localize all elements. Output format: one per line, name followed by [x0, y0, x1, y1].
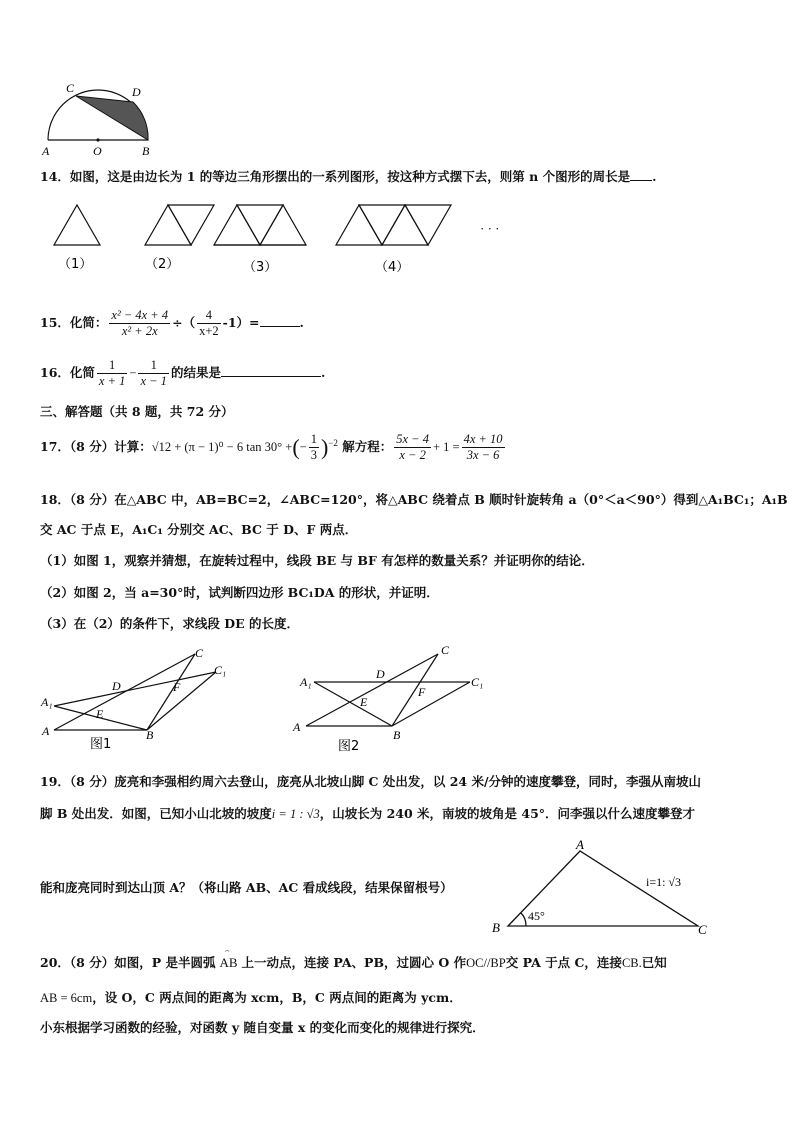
f1-F: F [173, 680, 181, 694]
q14-triangles-figure [40, 195, 520, 280]
q18-line-1: 18．（8 分）在△ABC 中，AB=BC=2，∠ABC=120°，将△ABC 绕着点 B 顺时针旋转角 a（0°＜a＜90°）得到△A₁BC₁；A₁B [40, 492, 788, 507]
q20-l2b: ，设 O，C 两点间的距离为 xcm，B，C 两点间的距离为 ycm． [92, 990, 462, 1005]
label-C: C [66, 81, 75, 95]
f1-caption: 图1 [90, 737, 112, 752]
f1-E: E [96, 707, 104, 721]
q19-label-B: B [492, 920, 500, 935]
f2-D: D [376, 667, 385, 681]
q15-fraction-2: $\frac{4}{x+2}$ [199, 308, 219, 338]
q18-line-2: 交 AC 于点 E，A₁C₁ 分别交 AC、BC 于 D、F 两点． [40, 522, 358, 537]
q20-cb: CB. [621, 956, 642, 970]
label-B: B [142, 144, 150, 158]
label-A: A [42, 144, 50, 158]
q19-l2b: ，山坡长为 240 米，南坡的坡角是 45°．问李强以什么速度攀登才 [319, 806, 696, 821]
q19-triangle-figure [488, 836, 718, 936]
q19-l2a: 脚 B 处出发．如图，已知小山北坡的坡度 [40, 806, 272, 821]
q16-fraction-1: $\frac{1}{x + 1}$ [98, 358, 126, 388]
q20-l1a: 20．（8 分）如图，P 是半圆弧 [40, 955, 216, 970]
q19-slope-label: i=1: √3 [646, 875, 682, 889]
q14-blank [630, 180, 652, 181]
q17-fraction: $\frac{1}{3}$ [310, 432, 317, 462]
q16-prefix: 16．化简 [40, 365, 95, 380]
q16-op: − [129, 366, 137, 380]
q19-label-C: C [698, 922, 707, 936]
q14-end: . [652, 169, 657, 184]
q19-slope: i = 1 : √3 [271, 807, 320, 821]
f2-F: F [418, 685, 426, 699]
q20-l1d: 已知 [641, 955, 667, 970]
q17-text: 17．（8 分）计算：√12 + (π − 1)⁰ − 6 tan 30° +(− $\frac{1}{3}$ )$^{-2}$ 解方程： $\frac{5x - 4}{x - 2}$ + 1 = $\frac{4x + 10}{3x - 6}$ [40, 432, 503, 462]
q15-fraction-1: $\frac{\text{x² − 4x + 4}}{\text{x² + 2x}}$ [111, 308, 169, 338]
q18-part-2: （2）如图 2，当 a=30°时，试判断四边形 BC₁DA 的形状，并证明． [40, 585, 439, 600]
q15-minus: -1）= [222, 315, 260, 330]
q15-text [40, 308, 304, 339]
ellipsis: · · · [480, 221, 500, 236]
f2-A: A [293, 720, 301, 734]
q19-line-1: 19．（8 分）庞亮和李强相约周六去登山，庞亮从北坡山脚 C 处出发，以 24 米/分钟的速度攀登，同时，李强从南坡山 [40, 774, 702, 789]
q15-blank [260, 326, 300, 327]
q20-oc: OC//BP [466, 956, 506, 970]
q17-right-fraction: $\frac{4x + 10}{3x - 6}$ [463, 432, 503, 462]
q18-figure-1 [40, 642, 240, 754]
q17-plus: + 1 = [432, 440, 460, 454]
q19-line-2 [40, 804, 695, 822]
q17-mid: 解方程： [342, 439, 393, 454]
q17-exponent: −2 [328, 437, 338, 448]
fig-label-3: （3） [243, 260, 278, 275]
section-3-heading: 三、解答题（共 8 题，共 72 分） [40, 404, 234, 419]
q16-end: . [320, 365, 326, 380]
q14-text [40, 167, 656, 185]
f1-D: D [112, 679, 121, 693]
label-O: O [93, 144, 102, 158]
q16-text [40, 358, 325, 389]
fig-label-2: （2） [145, 257, 180, 272]
q20-line-1 [40, 946, 667, 971]
q20-l1c: 交 PA 于点 C，连接 [505, 955, 622, 970]
q15-prefix: 15．化简： [40, 315, 108, 330]
f1-B: B [146, 728, 154, 742]
q18-part-1: （1）如图 1，观察并猜想，在旋转过程中，线段 BE 与 BF 有怎样的数量关系？并证明你的结论． [40, 553, 594, 568]
q17-prefix: 17．（8 分）计算： [40, 439, 152, 454]
q18-figure-2 [290, 642, 500, 754]
f1-C1: C₁ [214, 663, 227, 677]
q16-mid: 的结果是 [170, 365, 221, 380]
f2-C1: C₁ [471, 675, 484, 689]
q20-arc: ⌢ AB [219, 946, 238, 970]
q20-ab: AB = 6cm [40, 991, 93, 1005]
q20-line-3: 小东根据学习函数的经验，对函数 y 随自变量 x 的变化而变化的规律进行探究． [40, 1020, 485, 1035]
fig-label-1: （1） [58, 257, 93, 272]
q20-l1b: 上一动点，连接 PA、PB，过圆心 O 作 [241, 955, 467, 970]
f2-C: C [441, 643, 450, 657]
label-D: D [132, 85, 141, 99]
q17-expr: √12 + (π − 1)⁰ − 6 tan 30° + [151, 440, 293, 454]
f2-A1: A₁ [300, 675, 312, 689]
f1-C: C [195, 646, 204, 660]
semicircle-figure [38, 78, 158, 158]
q15-div: ÷（ [172, 315, 196, 330]
q16-fraction-2: $\frac{1}{x - 1}$ [140, 358, 167, 388]
q18-part-3: （3）在（2）的条件下，求线段 DE 的长度． [40, 616, 299, 631]
q15-end: . [299, 315, 304, 330]
q16-blank [221, 376, 321, 377]
q20-line-2 [40, 988, 462, 1006]
fig-label-4: （4） [375, 260, 410, 275]
f2-caption: 图2 [338, 739, 360, 754]
f2-E: E [360, 695, 368, 709]
q19-angle: 45° [528, 909, 545, 923]
f1-A: A [42, 724, 50, 738]
q14-body: 14．如图，这是由边长为 1 的等边三角形摆出的一系列图形，按这种方式摆下去，则第 n 个图形的周长是 [40, 169, 631, 184]
f1-A1: A₁ [41, 695, 53, 709]
q17-left-fraction: $\frac{5x - 4}{x - 2}$ [396, 432, 429, 462]
q19-label-A: A [576, 837, 584, 852]
f2-B: B [393, 728, 401, 742]
q19-line-3: 能和庞亮同时到达山顶 A？（将山路 AB、AC 看成线段，结果保留根号） [40, 880, 453, 895]
